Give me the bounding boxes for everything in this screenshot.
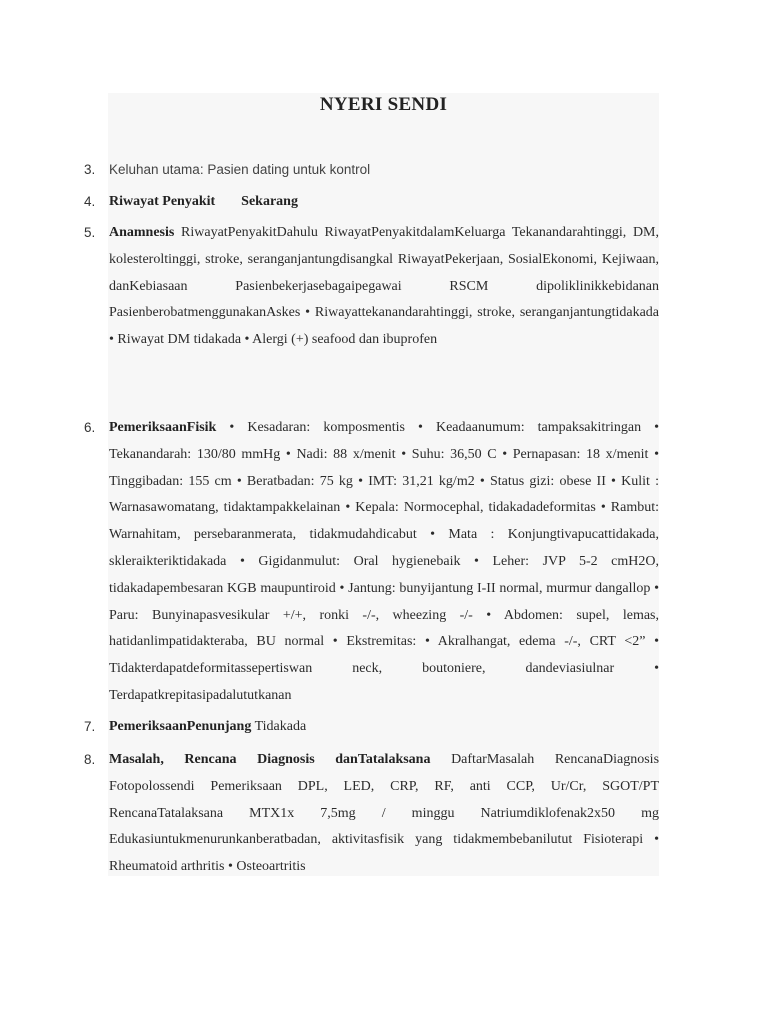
anamnesis-paragraph — [109, 220, 659, 354]
list-item-5 — [84, 220, 659, 354]
plan-text: DaftarMasalah RencanaDiagnosis Fotopolossendi Pemeriksaan DPL, LED, CRP, RF, anti CCP, Ur/Cr, SGOT/PT RencanaTatalaksana MTX1x 7,5mg / minggu Natriumdiklofenak2x50 mg Edukasiuntukmenurunkanberatbadan, aktivitasfisik yang tidakmembebanilutut Fisioterapi • Rheumatoid arthritis • Osteoartritis — [109, 752, 660, 875]
list-number: 4. — [84, 194, 96, 209]
list-number: 8. — [84, 752, 96, 767]
history-heading-part2: Sekarang — [241, 194, 298, 209]
history-heading — [109, 189, 659, 216]
physical-exam-text: • Kesadaran: komposmentis • Keadaanumum: tampaksakitringan • Tekanandarah: 130/80 mmHg • Nadi: 88 x/menit • Suhu: 36,50 C • Pernapasan: 18 x/menit • Tinggibadan: 155 cm • Beratbadan: 75 kg • IMT: 31,21 kg/m2 • Status gizi: obese II • Kulit : Warnasawomatang, tidaktampakkelainan • Kepala: Normocephal, tidakadadeformitas • Rambut: Warnahitam, persebaranmerata, tidakmudahdicabut • Mata : Konjungtivapucattidakada, skleraikteriktidakada • Gigidanmulut: Oral hygienebaik • Leher: JVP 5-2 cmH2O, tidakadapembesaran KGB maupuntiroid • Jantung: bunyijantung I-II normal, murmur dangallop • Paru: Bunyinapasvesikular +/+, ronki -/-, wheezing -/- • Abdomen: supel, lemas, hatidanlimpatidakteraba, BU normal • Ekstremitas: • Akralhangat, edema -/-, CRT <2” • Tidakterdapatdeformitassepertiswan neck, boutoniere, dandeviasiulnar • Terdapatkrepitasipadalututkanan — [109, 420, 660, 703]
physical-exam-paragraph — [109, 415, 659, 710]
list-number: 3. — [84, 162, 96, 177]
supporting-exam-text: Tidakada — [254, 719, 307, 734]
supporting-exam-paragraph — [109, 714, 659, 741]
list-number: 5. — [84, 225, 96, 240]
supporting-exam-heading: PemeriksaanPenunjang — [109, 719, 252, 734]
list-item-4 — [84, 189, 659, 216]
list-item-8 — [84, 747, 659, 881]
page-title: NYERI SENDI — [319, 94, 448, 115]
list-number: 7. — [84, 719, 96, 734]
history-heading-part1: Riwayat Penyakit — [109, 194, 216, 209]
list-item-6 — [84, 415, 659, 710]
list-number: 6. — [84, 420, 96, 435]
anamnesis-text: RiwayatPenyakitDahulu RiwayatPenyakitdalamKeluarga Tekanandarahtinggi, DM, kolesteroltinggi, stroke, seranganjantungdisangkal RiwayatPekerjaan, SosialEkonomi, Kejiwaan, danKebiasaan Pasienbekerjasebagaipegawai RSCM dipoliklinikkebidanan PasienberobatmenggunakanAskes • Riwayattekanandarahtinggi, stroke, seranganjantungtidakada • Riwayat DM tidakada • Alergi (+) seafood dan ibuprofen — [109, 225, 659, 348]
physical-exam-heading: PemeriksaanFisik — [109, 420, 217, 435]
list-item-3 — [84, 157, 659, 184]
anamnesis-heading: Anamnesis — [109, 225, 175, 240]
list-item-7 — [84, 714, 659, 741]
plan-heading: Masalah, Rencana Diagnosis danTatalaksana — [109, 752, 431, 767]
plan-paragraph — [109, 747, 659, 881]
chief-complaint-text: Keluhan utama: Pasien dating untuk kontrol — [109, 162, 371, 177]
